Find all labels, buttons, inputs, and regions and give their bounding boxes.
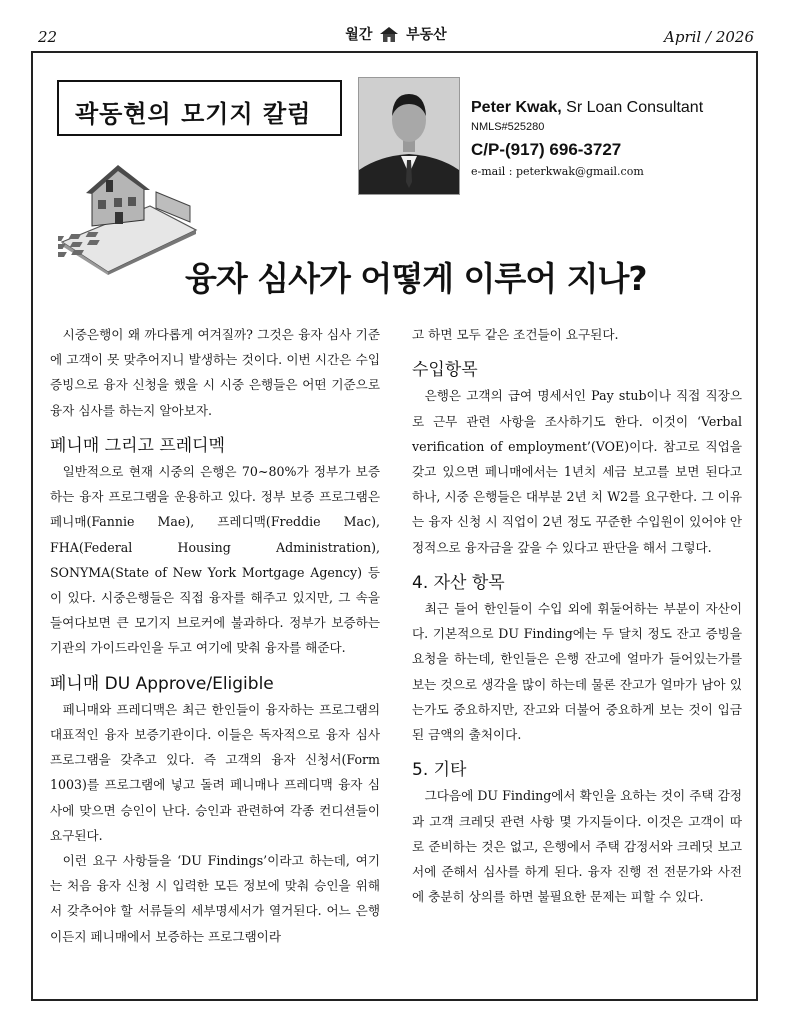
left-column: [50, 322, 380, 949]
section-body-income: 은행은 고객의 급여 명세서인 Pay stub이나 직접 직장으로 근무 관련 사항을 조사하기도 한다. 이것이 ‘Verbal verification of employment’(VOE)이다. 참고로 직업을 갖고 있으면 페니매에서는 1년치 세금 보고를 보면 된다고 하나, 시중 은행들은 대부분 2년 치 W2를 요구한다. 그 이유는 융자 신청 시 직업이 2년 정도 꾸준한 수입원이 있어야 안정적으로 융자금을 갚을 수 있다고 판단을 해서 그렇다.: [412, 388, 742, 555]
section-body-du-approve: 페니매와 프레디맥은 최근 한인들이 융자하는 프로그램의 대표적인 융자 보증기관이다. 이들은 독자적으로 융자 심사 프로그램을 갖추고 있다. 즉 고객의 융자 신청서(Form 1003)를 프로그램에 넣고 돌려 페니매나 프레디맥 융자 심사에 맞으면 승인이 난다. 승인과 관련하여 각종 컨디션들이 요구된다.: [50, 701, 380, 843]
intro-paragraph: 시중은행이 왜 까다롭게 여겨질까? 그것은 융자 심사 기준에 고객이 못 맞추어지니 발생하는 것이다. 이번 시간은 수입 증빙으로 융자 신청을 했을 시 시중 은행들은 어떤 기준으로 융자 심사를 하는지 알아보자.: [50, 327, 380, 418]
right-column: [412, 322, 742, 909]
section-heading-other: 5. 기타: [412, 760, 467, 781]
section-body-du-findings: 이런 요구 사항들을 ‘DU Findings’이라고 하는데, 여기는 처음 융자 신청 시 입력한 모든 정보에 맞춰 승인을 위해서 갖추어야 할 서류들의 세부명세서가 열거된다. 어느 은행이든지 페니매에서 보증하는 프로그램이라: [50, 853, 380, 944]
author-portrait: [358, 77, 460, 195]
magazine-masthead: [330, 24, 462, 46]
masthead-left: 월간: [345, 27, 373, 43]
issue-date: April / 2026: [664, 28, 754, 46]
section-heading-fannie-freddie: 페니매 그리고 프레디멕: [50, 435, 226, 456]
column-title: 곽동현의 모기지 칼럼: [75, 100, 312, 128]
author-email: e-mail : peterkwak@gmail.com: [471, 165, 644, 178]
masthead-right: 부동산: [406, 27, 447, 43]
page-number: 22: [38, 28, 58, 46]
author-nmls: NMLS#525280: [471, 121, 545, 133]
article-headline: 융자 심사가 어떻게 이루어 지나?: [185, 259, 647, 298]
continuation-paragraph: 고 하면 모두 같은 조건들이 요구된다.: [412, 327, 619, 342]
section-heading-du-approve: 페니매 DU Approve/Eligible: [50, 673, 274, 694]
house-icon: [379, 26, 399, 46]
column-title-box: [57, 80, 342, 136]
section-heading-income: 수입항목: [412, 360, 478, 381]
section-body-assets: 최근 들어 한인들이 수입 외에 휘둘어하는 부분이 자산이다. 기본적으로 DU Finding에는 두 달치 정도 잔고 증빙을 요청을 하는데, 한인들은 은행 잔고에 얼마가 들어있는가를 보는 것으로 생각을 많이 하는데 물론 잔고가 얼마가 남아 있는가도 중요하지만, 잔고와 더불어 중요하게 보는 것이 입금된 금액의 출처이다.: [412, 601, 742, 743]
author-name: Peter Kwak,: [471, 99, 562, 116]
author-name-line: [471, 99, 703, 117]
section-body-fannie-freddie: 일반적으로 현재 시중의 은행은 70~80%가 정부가 보증하는 융자 프로그램을 운용하고 있다. 정부 보증 프로그램은 페니매(Fannie Mae), 프레디맥(Freddie Mac), FHA(Federal Housing Administration), SONYMA(State of New York Mortgage Agency) 등이 있다. 시중은행들은 직접 융자를 해주고 있지만, 그 속을 들여다보면 큰 모기지 브로커에 불과하다. 정부가 보증하는 기관의 가이드라인을 두고 여기에 맞춰 융자를 해준다.: [50, 464, 380, 656]
author-phone: C/P-(917) 696-3727: [471, 140, 622, 159]
calculator-house-illustration: [58, 160, 198, 275]
section-body-other: 그다음에 DU Finding에서 확인을 요하는 것이 주택 감정과 고객 크레딧 관련 사항 몇 가지들이다. 이것은 고객이 따로 준비하는 것은 없고, 은행에서 주택 감정서와 크레딧 보고서에 준해서 심사를 하게 된다. 융자 진행 전 전문가와 사전에 충분히 상의를 하면 불필요한 문제는 피할 수 있다.: [412, 788, 742, 905]
section-heading-assets: 4. 자산 항목: [412, 572, 505, 593]
author-role: Sr Loan Consultant: [566, 99, 704, 116]
